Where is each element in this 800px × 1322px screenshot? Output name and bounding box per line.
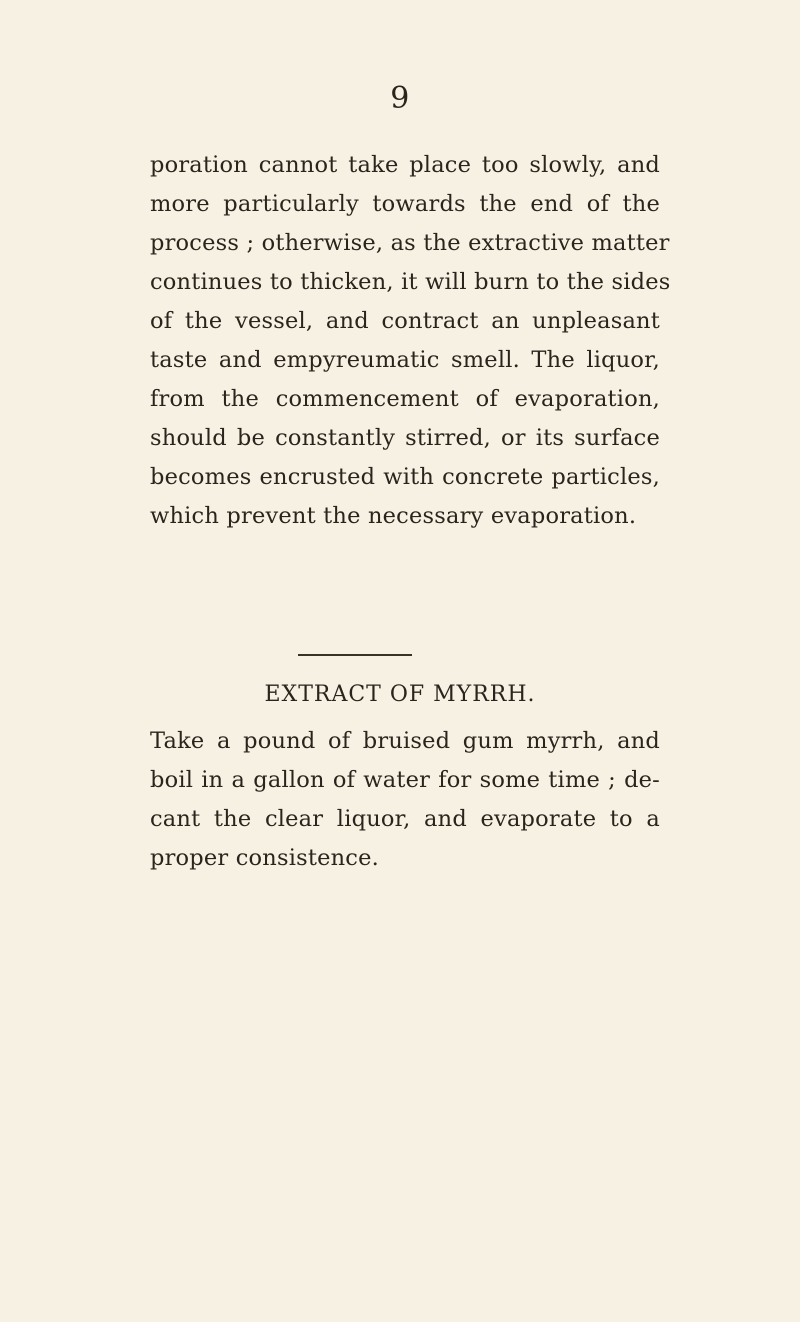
text-line: taste and empyreumatic smell. The liquor, (150, 347, 660, 373)
text-line: Take a pound of bruised gum myrrh, and (150, 728, 660, 754)
section-heading: EXTRACT OF MYRRH. (264, 682, 536, 707)
text-line: boil in a gallon of water for some time ; de- (150, 767, 660, 793)
page-number: 9 (390, 81, 410, 116)
text-line: becomes encrusted with concrete particles, (150, 464, 660, 490)
text-line: proper consistence. (150, 845, 379, 871)
text-line: from the commencement of evaporation, (150, 386, 660, 412)
text-line: should be constantly stirred, or its surface (150, 425, 660, 451)
paragraph-myrrh-recipe (150, 722, 660, 878)
text-line: more particularly towards the end of the (150, 191, 660, 217)
text-line: which prevent the necessary evaporation. (150, 503, 637, 529)
section-divider (298, 654, 412, 656)
text-line: poration cannot take place too slowly, and (150, 152, 660, 178)
text-line: continues to thicken, it will burn to the sides (150, 269, 671, 295)
text-line: process ; otherwise, as the extractive matter (150, 230, 670, 256)
paragraph-evaporation (150, 146, 671, 536)
text-line: of the vessel, and contract an unpleasant (150, 308, 660, 334)
text-line: cant the clear liquor, and evaporate to a (150, 806, 660, 832)
